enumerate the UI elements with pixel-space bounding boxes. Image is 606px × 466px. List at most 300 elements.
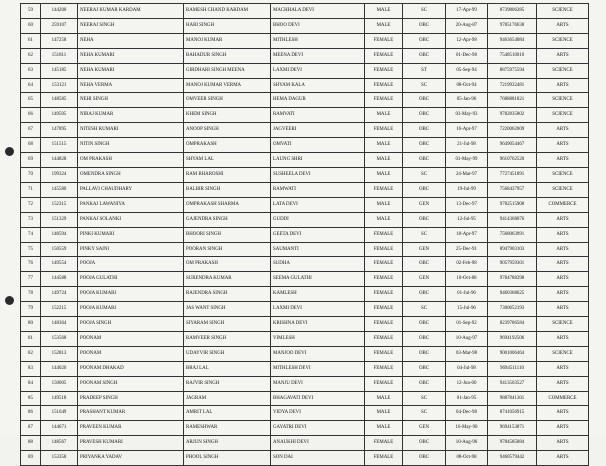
stream-cell: SCIENCE [537, 108, 589, 123]
mother-name-cell: LAUNG SHRI [271, 153, 365, 168]
student-name-cell: OM PRAKASH [78, 153, 184, 168]
stream-cell: SCIENCE [537, 317, 589, 332]
category-cell: OBC [403, 123, 446, 138]
roll-number-cell: 150005 [41, 376, 78, 391]
category-cell: SC [403, 167, 446, 182]
mother-name-cell: ANAUKHI DEVI [271, 436, 365, 451]
roll-number-cell: 145580 [41, 182, 78, 197]
mother-name-cell: SEEMA GULATHI [271, 272, 365, 287]
table-row [21, 272, 589, 287]
serial-number-cell: 59 [21, 4, 41, 19]
student-name-cell: NEHI SINGH [78, 93, 184, 108]
date-of-birth-cell: 01-Jan-95 [446, 391, 488, 406]
date-of-birth-cell: 10-Aug-96 [446, 436, 488, 451]
table-row [21, 48, 589, 63]
student-name-cell: POOJA [78, 257, 184, 272]
student-name-cell: PRADEEP SINGH [78, 391, 184, 406]
serial-number-cell: 77 [21, 272, 41, 287]
student-list-table [20, 3, 589, 466]
serial-number-cell: 81 [21, 331, 41, 346]
roll-number-cell: 149554 [41, 257, 78, 272]
category-cell: OBC [403, 287, 446, 302]
category-cell: SC [403, 406, 446, 421]
date-of-birth-cell: 04-Dec-98 [446, 406, 488, 421]
category-cell: OBC [403, 376, 446, 391]
gender-cell: FEMALE [365, 33, 403, 48]
stream-cell: ARTS [537, 451, 589, 466]
mobile-number-cell: 9460579442 [488, 451, 537, 466]
date-of-birth-cell: 17-Apr-99 [446, 4, 488, 19]
mother-name-cell: RAMWATI [271, 182, 365, 197]
category-cell: SC [403, 227, 446, 242]
category-cell: SC [403, 391, 446, 406]
table-row [21, 257, 589, 272]
category-cell: OBC [403, 331, 446, 346]
mobile-number-cell: 9463654084 [488, 33, 537, 48]
father-name-cell: UDAYVIR SINGH [184, 346, 271, 361]
stream-cell: ARTS [537, 331, 589, 346]
gender-cell: FEMALE [365, 123, 403, 138]
date-of-birth-cell: 16-Apr-97 [446, 123, 488, 138]
serial-number-cell: 60 [21, 18, 41, 33]
gender-cell: MALE [365, 421, 403, 436]
father-name-cell: PHOOL SINGH [184, 451, 271, 466]
table-row [21, 361, 589, 376]
serial-number-cell: 71 [21, 182, 41, 197]
mobile-number-cell: 9785176638 [488, 18, 537, 33]
stream-cell: ARTS [537, 212, 589, 227]
serial-number-cell: 67 [21, 123, 41, 138]
gender-cell: FEMALE [365, 182, 403, 197]
gender-cell: FEMALE [365, 436, 403, 451]
father-name-cell: RAMESH CHAND KARDAM [184, 4, 271, 19]
roll-number-cell: 148594 [41, 227, 78, 242]
student-name-cell: PRASHANT KUMAR [78, 406, 184, 421]
mother-name-cell: SUDHA [271, 257, 365, 272]
father-name-cell: OMVEER SINGH [184, 93, 271, 108]
father-name-cell: OMPRAKASH [184, 138, 271, 153]
gender-cell: MALE [365, 406, 403, 421]
student-name-cell: POONAM [78, 331, 184, 346]
father-name-cell: BHOORI SINGH [184, 227, 271, 242]
roll-number-cell: 149724 [41, 287, 78, 302]
date-of-birth-cell: 01-Dec-98 [446, 48, 488, 63]
student-name-cell: NEHA KUMARI [78, 63, 184, 78]
mobile-number-cell: 9057959301 [488, 257, 537, 272]
gender-cell: FEMALE [365, 287, 403, 302]
gender-cell: FEMALE [365, 331, 403, 346]
student-name-cell: POOJA SINGH [78, 317, 184, 332]
mother-name-cell: MEENA DEVI [271, 48, 365, 63]
serial-number-cell: 78 [21, 287, 41, 302]
serial-number-cell: 88 [21, 436, 41, 451]
serial-number-cell: 62 [21, 48, 41, 63]
mobile-number-cell: 8739806285 [488, 4, 537, 19]
serial-number-cell: 74 [21, 227, 41, 242]
student-name-cell: POONAM [78, 346, 184, 361]
category-cell: OBC [403, 346, 446, 361]
mother-name-cell: KAMLESH [271, 287, 365, 302]
roll-number-cell: 144200 [41, 4, 78, 19]
mother-name-cell: RAMVATI [271, 108, 365, 123]
serial-number-cell: 69 [21, 153, 41, 168]
date-of-birth-cell: 10-Aug-97 [446, 331, 488, 346]
mother-name-cell: LAXMI DEVI [271, 302, 365, 317]
table-row [21, 391, 589, 406]
date-of-birth-cell: 21-Jul-98 [446, 138, 488, 153]
mother-name-cell: SUSHEELA DEVI [271, 167, 365, 182]
gender-cell: FEMALE [365, 317, 403, 332]
date-of-birth-cell: 10-Oct-88 [446, 272, 488, 287]
mobile-number-cell: 8741056915 [488, 406, 537, 421]
serial-number-cell: 66 [21, 108, 41, 123]
father-name-cell: SURENDRA KUMAR [184, 272, 271, 287]
stream-cell: SCIENCE [537, 182, 589, 197]
student-name-cell: NIRAJ KUMAR [78, 108, 184, 123]
mobile-number-cell: 9694192506 [488, 331, 537, 346]
category-cell: ST [403, 63, 446, 78]
roll-number-cell: 150559 [41, 242, 78, 257]
date-of-birth-cell: 05-Jan-96 [446, 93, 488, 108]
date-of-birth-cell: 03-Mar-98 [446, 346, 488, 361]
category-cell: OBC [403, 257, 446, 272]
student-name-cell: PINKI KUMARI [78, 227, 184, 242]
stream-cell: ARTS [537, 78, 589, 93]
stream-cell: ARTS [537, 361, 589, 376]
serial-number-cell: 79 [21, 302, 41, 317]
father-name-cell: RAMVEER SINGH [184, 331, 271, 346]
mother-name-cell: JAGVEERI [271, 123, 365, 138]
category-cell: GEN [403, 421, 446, 436]
serial-number-cell: 70 [21, 167, 41, 182]
father-name-cell: AMRIT LAL [184, 406, 271, 421]
date-of-birth-cell: 19-Jul-99 [446, 182, 488, 197]
stream-cell: ARTS [537, 242, 589, 257]
mobile-number-cell: 9694511110 [488, 361, 537, 376]
roll-number-cell: 151811 [41, 48, 78, 63]
binder-holes [0, 0, 20, 437]
date-of-birth-cell: 05-Sep-94 [446, 63, 488, 78]
stream-cell: SCIENCE [537, 33, 589, 48]
mother-name-cell: MANJOO DEVI [271, 346, 365, 361]
table-row [21, 33, 589, 48]
roll-number-cell: 152813 [41, 346, 78, 361]
mother-name-cell: BHAGAVATI DEVI [271, 391, 365, 406]
date-of-birth-cell: 13-Dec-97 [446, 197, 488, 212]
date-of-birth-cell: 03-May-93 [446, 108, 488, 123]
table-row [21, 153, 589, 168]
father-name-cell: GAJENDRA SINGH [184, 212, 271, 227]
roll-number-cell: 148364 [41, 317, 78, 332]
student-name-cell: PANKAJ LAWANIYA [78, 197, 184, 212]
category-cell: OBC [403, 436, 446, 451]
category-cell: OBC [403, 138, 446, 153]
serial-number-cell: 82 [21, 346, 41, 361]
mother-name-cell: SAUMANTI [271, 242, 365, 257]
roll-number-cell: 148585 [41, 93, 78, 108]
table-row [21, 317, 589, 332]
table-row [21, 212, 589, 227]
stream-cell: SCIENCE [537, 346, 589, 361]
roll-number-cell: 259107 [41, 18, 78, 33]
father-name-cell: JAGRAM [184, 391, 271, 406]
category-cell: SC [403, 4, 446, 19]
mobile-number-cell: 7300652193 [488, 302, 537, 317]
gender-cell: FEMALE [365, 242, 403, 257]
mother-name-cell: MITHLESH [271, 33, 365, 48]
date-of-birth-cell: 25-Dec-91 [446, 242, 488, 257]
mother-name-cell: SON DAI [271, 451, 365, 466]
student-name-cell: NEHA [78, 33, 184, 48]
category-cell: OBC [403, 317, 446, 332]
father-name-cell: GIRDHARI SINGH MEENA [184, 63, 271, 78]
mother-name-cell: LAXMI DEVI [271, 63, 365, 78]
table-row [21, 436, 589, 451]
category-cell: OBC [403, 93, 446, 108]
category-cell: OBC [403, 108, 446, 123]
category-cell: OBC [403, 451, 446, 466]
father-name-cell: RAMESHWAR [184, 421, 271, 436]
category-cell: GEN [403, 197, 446, 212]
stream-cell: SCIENCE [537, 4, 589, 19]
mobile-number-cell: 7219932481 [488, 78, 537, 93]
father-name-cell: MANOJ KUMAR VERMA [184, 78, 271, 93]
gender-cell: FEMALE [365, 93, 403, 108]
serial-number-cell: 63 [21, 63, 41, 78]
serial-number-cell: 89 [21, 451, 41, 466]
roll-number-cell: 145185 [41, 63, 78, 78]
student-list-body [21, 4, 589, 466]
father-name-cell: SIYARAM SINGH [184, 317, 271, 332]
date-of-birth-cell: 01-May-99 [446, 153, 488, 168]
table-row [21, 287, 589, 302]
serial-number-cell: 83 [21, 361, 41, 376]
punch-hole-icon [5, 296, 14, 305]
table-row [21, 331, 589, 346]
stream-cell: ARTS [537, 123, 589, 138]
mobile-number-cell: 9782835802 [488, 108, 537, 123]
punch-hole-icon [5, 147, 14, 156]
mother-name-cell: VIMLESH [271, 331, 365, 346]
stream-cell: SCIENCE [537, 63, 589, 78]
mother-name-cell: SHYAM KALA [271, 78, 365, 93]
father-name-cell: ARJUN SINGH [184, 436, 271, 451]
date-of-birth-cell: 18-Apr-97 [446, 227, 488, 242]
stream-cell: ARTS [537, 302, 589, 317]
date-of-birth-cell: 12-Apr-98 [446, 33, 488, 48]
gender-cell: MALE [365, 153, 403, 168]
student-name-cell: POONAM SINGH [78, 376, 184, 391]
table-row [21, 167, 589, 182]
father-name-cell: SHYAM LAL [184, 153, 271, 168]
table-row [21, 406, 589, 421]
mobile-number-cell: 9413503527 [488, 376, 537, 391]
category-cell: OBC [403, 33, 446, 48]
category-cell: SC [403, 78, 446, 93]
mobile-number-cell: 9784585884 [488, 436, 537, 451]
category-cell: OBC [403, 212, 446, 227]
table-row [21, 242, 589, 257]
category-cell: GEN [403, 242, 446, 257]
stream-cell: SCIENCE [537, 93, 589, 108]
mobile-number-cell: 9001006464 [488, 346, 537, 361]
student-name-cell: NEERAJ SINGH [78, 18, 184, 33]
mother-name-cell: GEETA DEVI [271, 227, 365, 242]
student-name-cell: POOJA KUMARI [78, 302, 184, 317]
stream-cell: ARTS [537, 227, 589, 242]
roll-number-cell: 144671 [41, 421, 78, 436]
table-row [21, 78, 589, 93]
roll-number-cell: 153121 [41, 78, 78, 93]
table-row [21, 302, 589, 317]
table-row [21, 138, 589, 153]
student-name-cell: PRIYANKA YADAV [78, 451, 184, 466]
stream-cell: SCIENCE [537, 167, 589, 182]
gender-cell: FEMALE [365, 48, 403, 63]
mobile-number-cell: 7727451891 [488, 167, 537, 182]
category-cell: GEN [403, 272, 446, 287]
student-name-cell: PANKAJ SOLANKI [78, 212, 184, 227]
father-name-cell: BRAJ LAL [184, 361, 271, 376]
gender-cell: FEMALE [365, 272, 403, 287]
roll-number-cell: 147258 [41, 33, 78, 48]
date-of-birth-cell: 01-Jul-96 [446, 287, 488, 302]
gender-cell: FEMALE [365, 227, 403, 242]
date-of-birth-cell: 12-Jun-00 [446, 376, 488, 391]
roll-number-cell: 149505 [41, 108, 78, 123]
mobile-number-cell: 7548510010 [488, 48, 537, 63]
mobile-number-cell: 7688881821 [488, 93, 537, 108]
gender-cell: MALE [365, 4, 403, 19]
gender-cell: MALE [365, 108, 403, 123]
serial-number-cell: 73 [21, 212, 41, 227]
student-name-cell: POONAM DHAKAD [78, 361, 184, 376]
mother-name-cell: LATA DEVI [271, 197, 365, 212]
mobile-number-cell: 9782515908 [488, 197, 537, 212]
category-cell: OBC [403, 361, 446, 376]
serial-number-cell: 80 [21, 317, 41, 332]
mobile-number-cell: 9649054467 [488, 138, 537, 153]
gender-cell: FEMALE [365, 302, 403, 317]
mother-name-cell: BHOO DEVI [271, 18, 365, 33]
table-row [21, 63, 589, 78]
mother-name-cell: MANJU DEVI [271, 376, 365, 391]
mother-name-cell: GAYATRI DEVI [271, 421, 365, 436]
gender-cell: FEMALE [365, 346, 403, 361]
gender-cell: MALE [365, 167, 403, 182]
gender-cell: FEMALE [365, 451, 403, 466]
roll-number-cell: 153568 [41, 331, 78, 346]
serial-number-cell: 68 [21, 138, 41, 153]
student-name-cell: PALLAVI CHAUDHARY [78, 182, 184, 197]
table-row [21, 4, 589, 19]
roll-number-cell: 144828 [41, 153, 78, 168]
student-name-cell: OMENDRA SINGH [78, 167, 184, 182]
roll-number-cell: 151649 [41, 406, 78, 421]
student-name-cell: PRAVEEN KUMAR [78, 421, 184, 436]
roll-number-cell: 147895 [41, 123, 78, 138]
mobile-number-cell: 8239786584 [488, 317, 537, 332]
mother-name-cell: VIDYA DEVI [271, 406, 365, 421]
father-name-cell: OM PRAKASH [184, 257, 271, 272]
serial-number-cell: 64 [21, 78, 41, 93]
serial-number-cell: 61 [21, 33, 41, 48]
stream-cell: COMMERCE [537, 391, 589, 406]
roll-number-cell: 148567 [41, 436, 78, 451]
father-name-cell: POORAN SINGH [184, 242, 271, 257]
mobile-number-cell: 9694153871 [488, 421, 537, 436]
roll-number-cell: 153358 [41, 451, 78, 466]
gender-cell: MALE [365, 197, 403, 212]
student-name-cell: PRAVESH KUMARI [78, 436, 184, 451]
stream-cell: ARTS [537, 406, 589, 421]
table-row [21, 227, 589, 242]
stream-cell: ARTS [537, 287, 589, 302]
father-name-cell: RAJVIR SINGH [184, 376, 271, 391]
gender-cell: MALE [365, 138, 403, 153]
serial-number-cell: 86 [21, 406, 41, 421]
stream-cell: ARTS [537, 48, 589, 63]
student-name-cell: NITIN SINGH [78, 138, 184, 153]
mother-name-cell: OMVATI [271, 138, 365, 153]
mobile-number-cell: 9784788398 [488, 272, 537, 287]
table-row [21, 421, 589, 436]
mobile-number-cell: 9414368076 [488, 212, 537, 227]
father-name-cell: RAM BHAROSHI [184, 167, 271, 182]
student-name-cell: PINKY SAINI [78, 242, 184, 257]
student-name-cell: NITESH KUMARI [78, 123, 184, 138]
stream-cell: COMMERCE [537, 197, 589, 212]
father-name-cell: HARI SINGH [184, 18, 271, 33]
date-of-birth-cell: 20-Aug-87 [446, 18, 488, 33]
father-name-cell: MANOJ KUMAR [184, 33, 271, 48]
mother-name-cell: GUDDI [271, 212, 365, 227]
roll-number-cell: 152315 [41, 197, 78, 212]
mobile-number-cell: 8947903103 [488, 242, 537, 257]
father-name-cell: OMPRAKASH SHARMA [184, 197, 271, 212]
stream-cell: ARTS [537, 421, 589, 436]
table-row [21, 93, 589, 108]
serial-number-cell: 85 [21, 391, 41, 406]
father-name-cell: RAJENDRA SINGH [184, 287, 271, 302]
date-of-birth-cell: 08-Oct-98 [446, 451, 488, 466]
roll-number-cell: 144020 [41, 361, 78, 376]
mobile-number-cell: 9887841301 [488, 391, 537, 406]
mobile-number-cell: 7568063991 [488, 227, 537, 242]
category-cell: SC [403, 302, 446, 317]
mother-name-cell: MACHHALA DEVI [271, 4, 365, 19]
roll-number-cell: 199324 [41, 167, 78, 182]
mobile-number-cell: 8875975594 [488, 63, 537, 78]
date-of-birth-cell: 24-Mar-97 [446, 167, 488, 182]
student-name-cell: POOJA GULATHI [78, 272, 184, 287]
mobile-number-cell: 9460368625 [488, 287, 537, 302]
stream-cell: ARTS [537, 18, 589, 33]
roll-number-cell: 149518 [41, 391, 78, 406]
date-of-birth-cell: 12-Jul-95 [446, 212, 488, 227]
father-name-cell: BAHADUR SINGH [184, 48, 271, 63]
gender-cell: FEMALE [365, 361, 403, 376]
serial-number-cell: 76 [21, 257, 41, 272]
category-cell: OBC [403, 18, 446, 33]
roll-number-cell: 144588 [41, 272, 78, 287]
stream-cell: ARTS [537, 376, 589, 391]
student-name-cell: NEERAJ KUMAR KARDAM [78, 4, 184, 19]
stream-cell: ARTS [537, 138, 589, 153]
gender-cell: MALE [365, 18, 403, 33]
date-of-birth-cell: 15-Jul-96 [446, 302, 488, 317]
mobile-number-cell: 9610762520 [488, 153, 537, 168]
